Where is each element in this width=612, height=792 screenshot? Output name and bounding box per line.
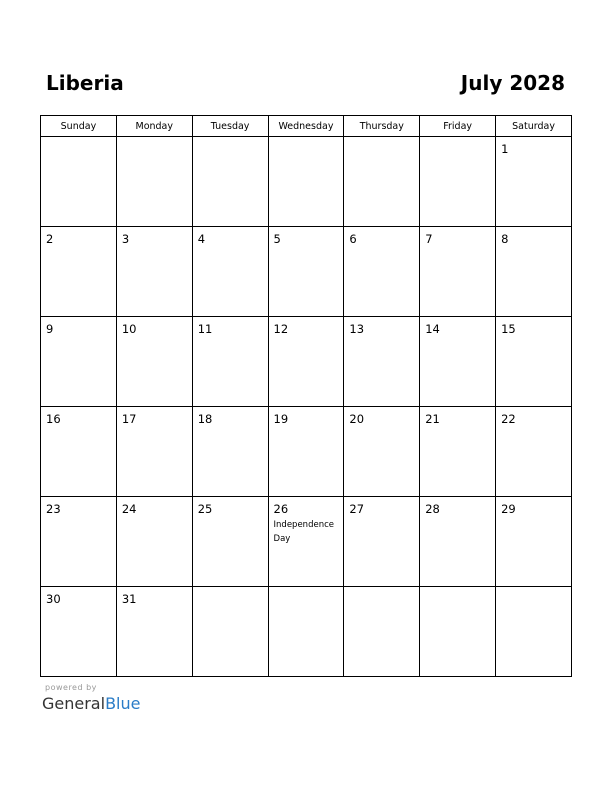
day-cell: [344, 497, 420, 587]
week-row: [41, 317, 572, 407]
day-number: 14: [425, 322, 440, 336]
month-year-title: July 2028: [460, 71, 565, 95]
day-number: 8: [501, 232, 509, 246]
day-cell: [192, 497, 268, 587]
day-number: 24: [121, 502, 137, 516]
day-cell: [420, 317, 496, 407]
week-row: [41, 137, 572, 227]
weekday-header: Friday: [420, 116, 496, 137]
day-cell: [268, 407, 344, 497]
week-row: [41, 407, 572, 497]
day-cell: [41, 497, 117, 587]
day-number: 3: [121, 232, 130, 246]
weekday-header: Thursday: [344, 116, 420, 137]
holiday-label: Independence Day: [273, 520, 334, 544]
day-number: 22: [501, 412, 516, 426]
day-number: 9: [46, 322, 54, 336]
day-cell: [420, 587, 496, 677]
day-cell: [496, 227, 572, 317]
day-cell: [192, 137, 268, 227]
day-cell: [496, 317, 572, 407]
day-cell: [41, 227, 117, 317]
weekday-header: Wednesday: [268, 116, 344, 137]
day-number: 16: [46, 412, 61, 426]
day-number: 13: [349, 322, 365, 336]
day-number: 30: [46, 592, 61, 606]
brand-general: General: [42, 694, 106, 713]
powered-by-label: powered by: [45, 683, 97, 692]
day-number: 20: [349, 412, 365, 426]
day-cell: [192, 317, 268, 407]
day-number: 31: [121, 592, 137, 606]
day-cell: [420, 227, 496, 317]
day-cell: [496, 587, 572, 677]
weekday-header: Saturday: [496, 116, 572, 137]
day-cell: [420, 407, 496, 497]
day-cell: [116, 227, 192, 317]
day-cell: [344, 407, 420, 497]
day-cell: [268, 587, 344, 677]
day-number: 27: [349, 502, 365, 516]
day-number: 17: [121, 412, 137, 426]
day-number: 28: [425, 502, 440, 516]
day-cell: [192, 587, 268, 677]
day-number: 7: [425, 232, 433, 246]
week-row: [41, 227, 572, 317]
brand-blue: Blue: [105, 694, 141, 713]
day-cell: [268, 497, 344, 587]
weekday-header: Tuesday: [192, 116, 268, 137]
day-number: 19: [273, 412, 289, 426]
day-number: 10: [121, 322, 137, 336]
day-cell: [420, 137, 496, 227]
day-number: 18: [197, 412, 213, 426]
day-cell: [41, 407, 117, 497]
day-cell: [268, 227, 344, 317]
day-cell: [116, 137, 192, 227]
week-row: [41, 497, 572, 587]
day-number: 23: [46, 502, 61, 516]
day-number: 29: [501, 502, 516, 516]
day-number: 26: [273, 502, 289, 516]
day-cell: [496, 497, 572, 587]
day-number: 4: [197, 232, 206, 246]
day-cell: [192, 407, 268, 497]
week-row: [41, 587, 572, 677]
day-cell: [41, 587, 117, 677]
day-number: 11: [197, 322, 213, 336]
day-cell: [496, 137, 572, 227]
weekday-header-row: [41, 116, 572, 137]
day-cell: [344, 317, 420, 407]
day-cell: [420, 497, 496, 587]
day-cell: [496, 407, 572, 497]
day-number: 5: [273, 232, 281, 246]
generalblue-logo: [42, 694, 140, 713]
day-number: 6: [349, 232, 357, 246]
day-number: 25: [197, 502, 213, 516]
day-cell: [192, 227, 268, 317]
weekday-header: Monday: [116, 116, 192, 137]
day-cell: [41, 137, 117, 227]
day-cell: [344, 137, 420, 227]
day-cell: [116, 407, 192, 497]
day-cell: [344, 227, 420, 317]
day-cell: [268, 137, 344, 227]
day-cell: [268, 317, 344, 407]
country-title: Liberia: [46, 71, 124, 95]
day-cell: [116, 587, 192, 677]
day-number: 1: [501, 142, 509, 156]
day-cell: [116, 497, 192, 587]
day-cell: [41, 317, 117, 407]
weekday-header: Sunday: [41, 116, 117, 137]
day-number: 21: [425, 412, 440, 426]
day-cell: [344, 587, 420, 677]
day-number: 2: [46, 232, 54, 246]
day-cell: [116, 317, 192, 407]
day-number: 15: [501, 322, 516, 336]
calendar-grid: [40, 115, 572, 677]
day-number: 12: [273, 322, 289, 336]
